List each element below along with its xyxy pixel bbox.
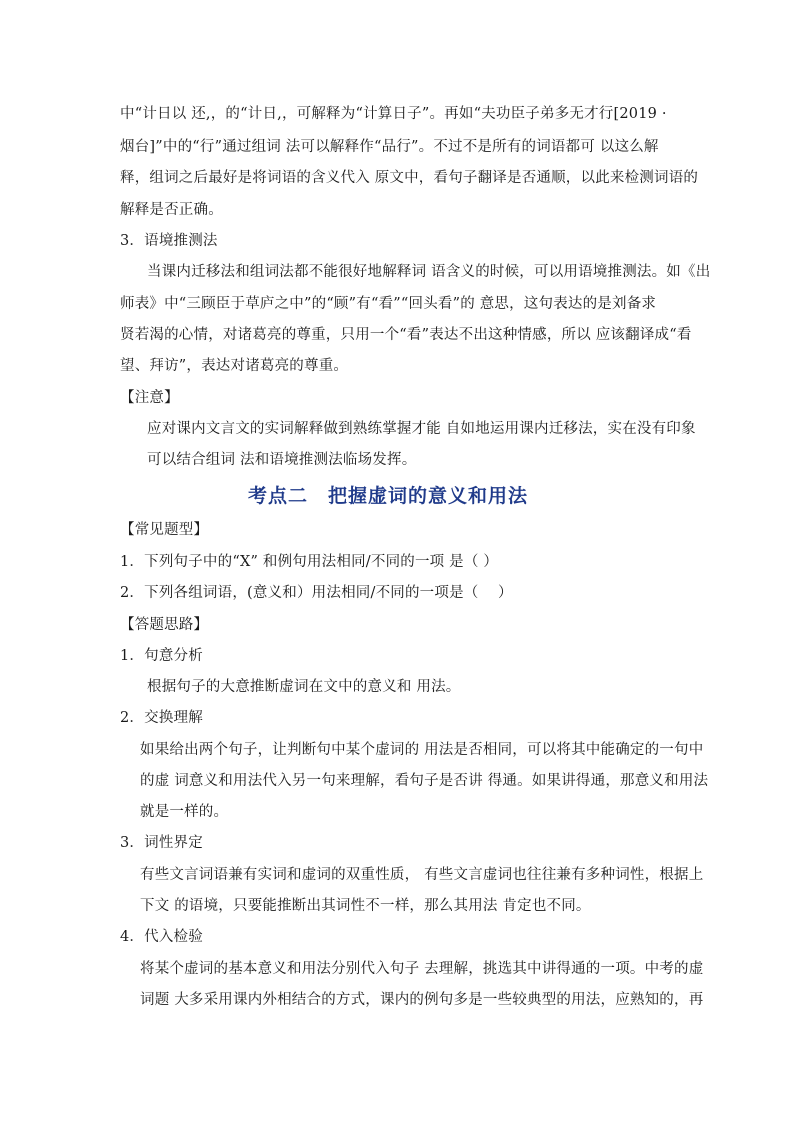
list-item-title: 3．词性界定 [120,835,203,851]
list-item-title: 4．代入检验 [120,929,203,945]
list-item: 2．下列各组词语，(意义和）用法相同/不同的一项是（ ） [120,585,513,601]
paragraph-line: 烟台]”中的“行”通过组词 法可以解释作“品行”。不过不是所有的词语都可 以这么解 [120,139,659,155]
section-title: 3．语境推测法 [120,233,218,249]
paragraph-line: 应对课内文言文的实词解释做到熟练掌握才能 自如地运用课内迁移法，实在没有印象 [147,421,696,437]
paragraph-line: 贤若渴的心情，对诸葛亮的尊重，只用一个“看”表达不出这种情感，所以 应该翻译成“看 [120,327,692,343]
list-item-title: 1．句意分析 [120,648,203,664]
paragraph-line: 望、拜访”，表达对诸葛亮的尊重。 [120,358,349,374]
note-title: 【注意】 [120,390,179,406]
paragraph-line: 如果给出两个句子，让判断句中某个虚词的 用法是否相同，可以将其中能确定的一句中 [140,742,704,758]
common-types-title: 【常见题型】 [120,522,209,538]
approach-title: 【答题思路】 [120,617,209,633]
paragraph-line: 将某个虚词的基本意义和用法分别代入句子 去理解，挑选其中讲得通的一项。中考的虚 [140,961,704,977]
list-item: 1．下列句子中的“X” 和例句用法相同/不同的一项 是（ ） [120,554,499,570]
list-item-title: 2．交换理解 [120,710,203,726]
paragraph-line: 就是一样的。 [140,804,229,820]
paragraph-line: 可以结合组词 法和语境推测法临场发挥。 [147,452,417,468]
paragraph-line: 中“计日以 还,，的“计日,，可解释为“计算日子”。再如“夫功臣子弟多无才行[2019 · [120,106,667,122]
paragraph-line: 有些文言词语兼有实词和虚词的双重性质， 有些文言虚词也往往兼有多种词性，根据上 [140,867,704,883]
section-heading: 考点二 把握虚词的意义和用法 [248,485,529,507]
paragraph-line: 当课内迁移法和组词法都不能很好地解释词 语含义的时候，可以用语境推测法。如《出 [147,264,711,280]
paragraph-line: 师表》中“三顾臣于草庐之中”的“顾”有“看”“回头看”的 意思，这句表达的是刘备求 [120,296,657,312]
paragraph-line: 解释是否正确。 [120,202,223,218]
paragraph-line: 根据句子的大意推断虚词在文中的意义和 用法。 [147,679,461,695]
paragraph-line: 下文 的语境，只要能推断出其词性不一样，那么其用法 肯定也不同。 [140,898,591,914]
paragraph-line: 的虚 词意义和用法代入另一句来理解，看句子是否讲 得通。如果讲得通，那意义和用法 [140,773,709,789]
paragraph-line: 词题 大多采用课内外相结合的方式，课内的例句多是一些较典型的用法，应熟知的，再 [140,992,704,1008]
paragraph-line: 释，组词之后最好是将词语的含义代入 原文中，看句子翻译是否通顺，以此来检测词语的 [120,170,699,186]
